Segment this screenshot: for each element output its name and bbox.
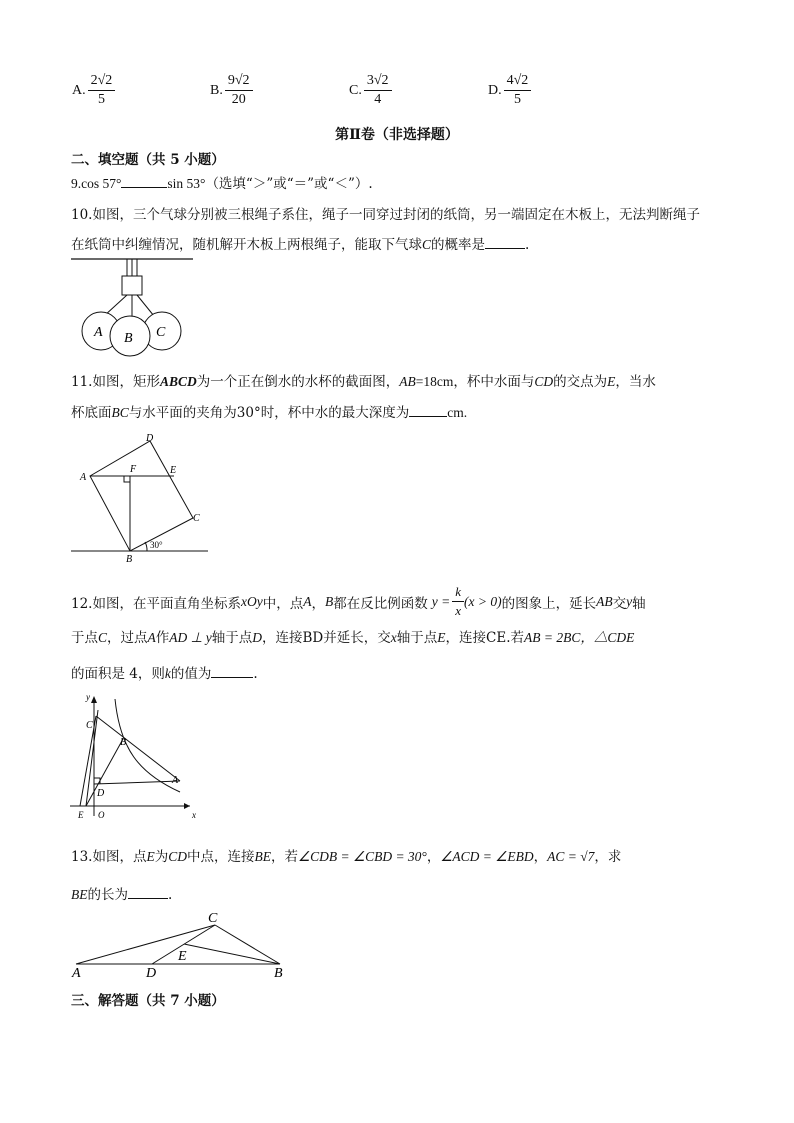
balloon-figure — [68, 256, 198, 358]
tri-label-c: C — [208, 911, 218, 926]
option-d: D. $\frac{4√2}{5}$ — [488, 72, 531, 109]
question-10-line1: 10.如图，三个气球分别被三根绳子系住，绳子一同穿过封闭的纸筒，另一端固定在木板上，无法判断绳子 — [71, 207, 700, 223]
question-12-line1: 12.如图，在平面直角坐标系 xOy 中，点 A ， B 都在反比例函数 y = $\frac{k}{x}$ (x > 0) 的图象上，延长 AB 交 y 轴 — [71, 584, 646, 618]
cup-label-b: B — [126, 554, 133, 565]
question-12-line3: 的面积是 4，则k的值为 . — [71, 666, 258, 682]
tri-label-b: B — [274, 966, 283, 980]
option-b: B. $\frac{9√2}{20}$ — [210, 72, 253, 109]
answer-blank-10[interactable] — [485, 248, 525, 249]
cup-label-c: C — [193, 513, 200, 524]
answer-blank-11[interactable] — [409, 416, 447, 417]
cup-label-f: F — [130, 464, 137, 475]
tri-label-e: E — [178, 949, 187, 964]
answer-blank-9[interactable] — [121, 187, 167, 188]
coordinate-figure — [68, 688, 203, 823]
question-11-line1: 11.如图，矩形ABCD为一个正在倒水的水杯的截面图，AB=18cm，杯中水面与CD的交点为E，当水 — [71, 374, 656, 390]
axis-label-x: x — [192, 810, 196, 820]
triangle-figure — [68, 908, 293, 980]
question-13-line2: BE的长为 . — [71, 887, 173, 903]
axis-label-y: y — [86, 692, 90, 702]
option-a: A. $\frac{2√2}{5}$ — [72, 72, 115, 109]
answer-blank-13[interactable] — [128, 898, 168, 899]
point-label-c: C — [86, 720, 93, 731]
question-12-line2: 于点C，过点A作AD ⊥ y轴于点D，连接BD并延长，交x轴于点E，连接CE.若AB = 2BC，△CDE — [71, 630, 635, 646]
tri-label-d: D — [146, 966, 157, 980]
cup-figure — [68, 428, 213, 566]
section3-title: 三、解答题（共 7 小题） — [71, 993, 225, 1009]
answer-blank-12[interactable] — [211, 677, 253, 678]
point-label-a: A — [172, 775, 179, 786]
question-11-line2: 杯底面BC与水平面的夹角为30°时，杯中水的最大深度为 cm. — [71, 405, 468, 421]
cup-label-a: A — [80, 472, 87, 483]
cup-label-angle: 30° — [150, 540, 163, 550]
point-label-d: D — [97, 788, 105, 799]
section2-title: 二、填空题（共 5 小题） — [71, 152, 225, 168]
question-10-line2: 在纸筒中纠缠情况，随机解开木板上两根绳子，能取下气球C的概率是 . — [71, 237, 530, 253]
point-label-e: E — [78, 810, 84, 820]
balloon-label-c: C — [156, 325, 166, 340]
cup-label-d: D — [146, 433, 154, 444]
balloon-label-a: A — [94, 325, 103, 340]
point-label-o: O — [98, 810, 105, 820]
option-c: C. $\frac{3√2}{4}$ — [349, 72, 392, 109]
balloon-label-b: B — [124, 331, 133, 346]
part2-title: 第Ⅱ卷（非选择题） — [335, 127, 459, 143]
tri-label-a: A — [72, 966, 81, 980]
question-13-line1: 13.如图，点E为CD中点，连接BE，若∠CDB = ∠CBD = 30°，∠ACD = ∠EBD，AC = √7，求 — [71, 849, 622, 865]
point-label-b: B — [120, 737, 127, 748]
question-9: 9.cos 57° sin 53°（选填“＞”或“＝”或“＜”）. — [71, 176, 373, 192]
cup-label-e: E — [170, 465, 177, 476]
